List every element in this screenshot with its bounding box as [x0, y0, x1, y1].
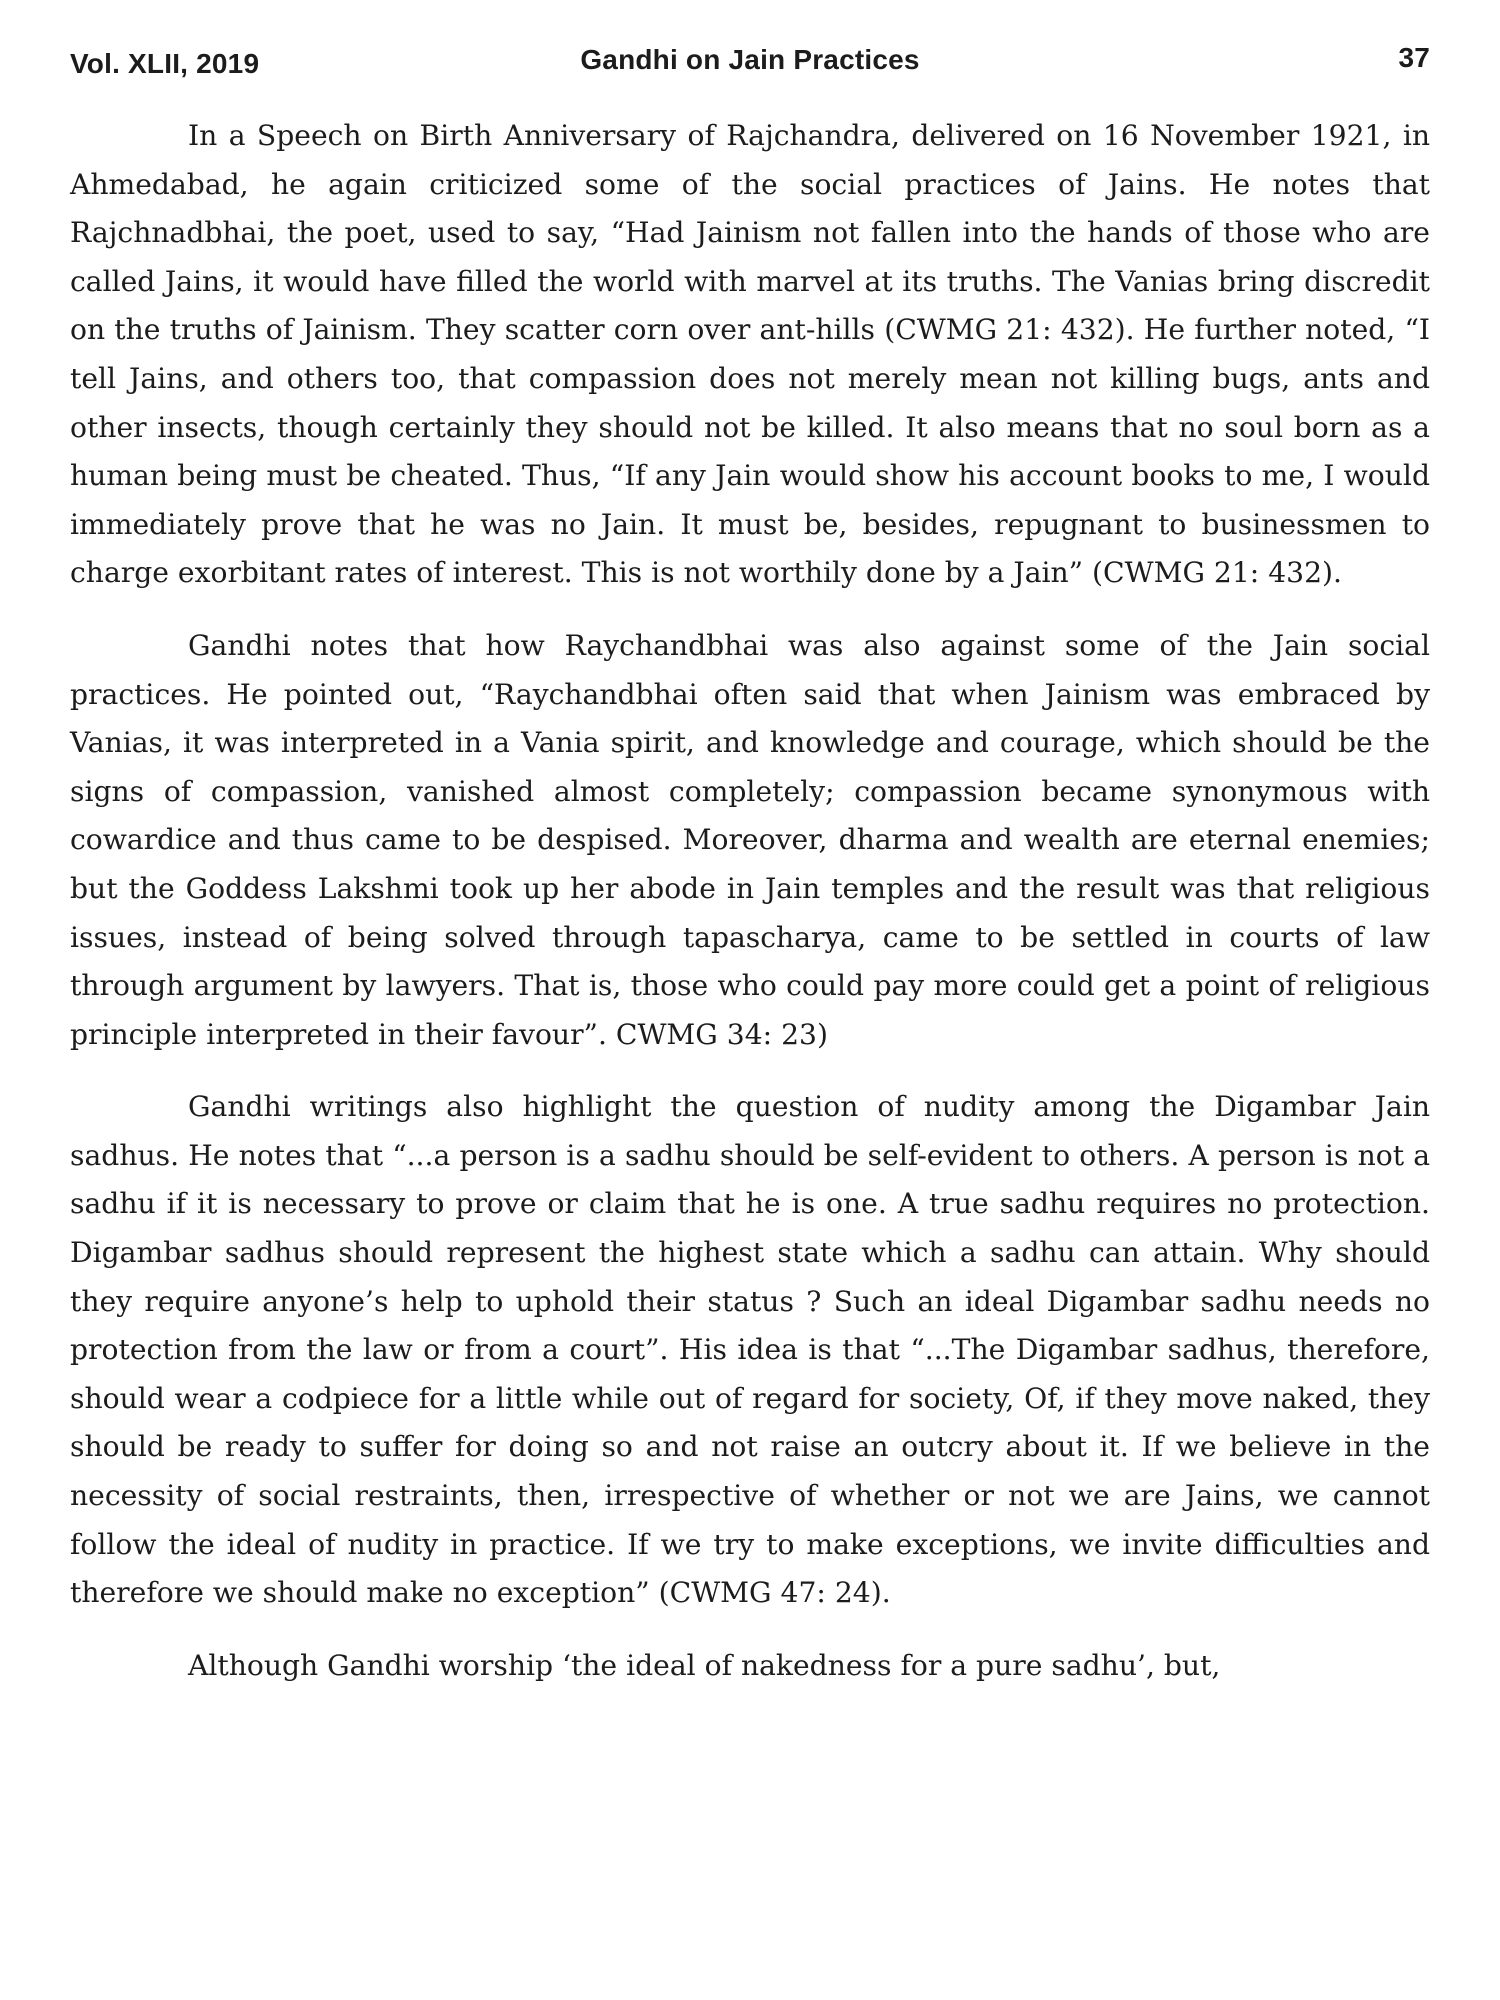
page-number: 37: [1398, 42, 1430, 73]
article-body: [70, 112, 1430, 1690]
paragraph: Gandhi notes that how Raychandbhai was also against some of the Jain social practices. He pointed out, “Raychandbhai often said that when Jainism was embraced by Vanias, it was interpreted in a Vania spirit, and knowledge and courage, which should be the signs of compassion, vanished almost completely; compassion became synonymous with cowardice and thus came to be despised. Moreover, dharma and wealth are eternal enemies; but the Goddess Lakshmi took up her abode in Jain temples and the result was that religious issues, instead of being solved through tapascharya, came to be settled in courts of law through argument by lawyers. That is, those who could pay more could get a point of religious principle interpreted in their favour”. CWMG 34: 23): [70, 628, 1430, 1051]
volume-label: Vol. XLII, 2019: [70, 48, 260, 79]
journal-page: [70, 38, 1430, 1690]
paragraph: Gandhi writings also highlight the question of nudity among the Digambar Jain sadhus. He notes that “...a person is a sadhu should be self-evident to others. A person is not a sadhu if it is necessary to prove or claim that he is one. A true sadhu requires no protection. Digambar sadhus should represent the highest state which a sadhu can attain. Why should they require anyone’s help to uphold their status ? Such an ideal Digambar sadhu needs no protection from the law or from a court”. His idea is that “...The Digambar sadhus, therefore, should wear a codpiece for a little while out of regard for society, Of, if they move naked, they should be ready to suffer for doing so and not raise an outcry about it. If we believe in the necessity of social restraints, then, irrespective of whether or not we are Jains, we cannot follow the ideal of nudity in practice. If we try to make exceptions, we invite difficulties and therefore we should make no exception” (CWMG 47: 24).: [70, 1090, 1430, 1610]
article-title: Gandhi on Jain Practices: [580, 44, 920, 75]
paragraph: In a Speech on Birth Anniversary of Rajchandra, delivered on 16 November 1921, in Ahmedabad, he again criticized some of the social practices of Jains. He notes that Rajchnadbhai, the poet, used to say, “Had Jainism not fallen into the hands of those who are called Jains, it would have filled the world with marvel at its truths. The Vanias bring discredit on the truths of Jainism. They scatter corn over ant-hills (CWMG 21: 432). He further noted, “I tell Jains, and others too, that compassion does not merely mean not killing bugs, ants and other insects, though certainly they should not be killed. It also means that no soul born as a human being must be cheated. Thus, “If any Jain would show his account books to me, I would immediately prove that he was no Jain. It must be, besides, repugnant to businessmen to charge exorbitant rates of interest. This is not worthily done by a Jain” (CWMG 21: 432).: [70, 119, 1430, 590]
running-header: [70, 38, 1430, 90]
paragraph: Although Gandhi worship ‘the ideal of nakedness for a pure sadhu’, but,: [188, 1648, 1221, 1682]
